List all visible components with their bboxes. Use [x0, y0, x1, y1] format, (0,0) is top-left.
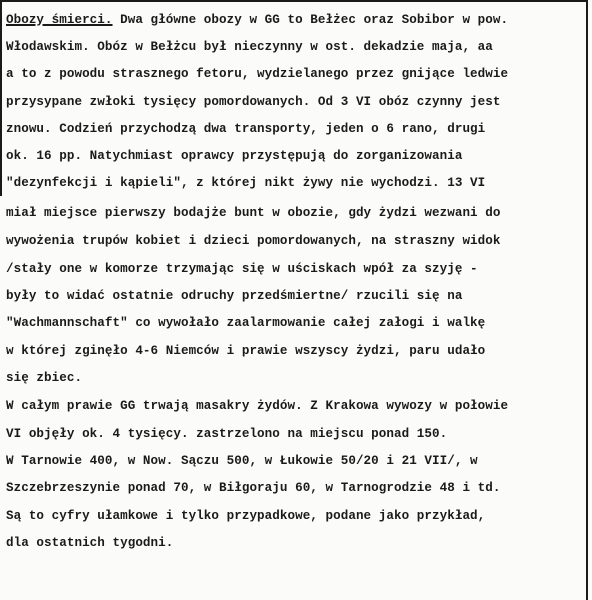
text-line-18: Szczebrzeszynie ponad 70, w Biłgoraju 60, w Tarnogrodzie 48 i td. [6, 481, 501, 495]
text-line-14: się zbiec. [6, 371, 83, 385]
text-line-5: znowu. Codzień przychodzą dwa transporty, jeden o 6 rano, drugi [6, 122, 486, 136]
text-line-9: wywożenia trupów kobiet i dzieci pomordowanych, na straszny widok [6, 234, 501, 248]
text-line-3: a to z powodu strasznego fetoru, wydzielanego przez gnijące ledwie [6, 67, 509, 81]
frame-border-right [586, 0, 588, 600]
text-line-2: Włodawskim. Obóz w Bełżcu był nieczynny w ost. dekadzie maja, aa [6, 40, 493, 54]
text-line-16: VI objęły ok. 4 tysięcy. zastrzelono na miejscu ponad 150. [6, 427, 448, 441]
text-line-13: w której zginęło 4-6 Niemców i prawie wszyscy żydzi, paru udało [6, 344, 486, 358]
text-line-10: /stały one w komorze trzymając się w uściskach wpół za szyję - [6, 262, 478, 276]
text-line-1-body: Dwa główne obozy w GG to Bełżec oraz Sobibor w pow. [120, 13, 509, 27]
text-line-17: W Tarnowie 400, w Now. Sączu 500, w Łukowie 50/20 i 21 VII/, w [6, 454, 478, 468]
text-line-1 [6, 12, 508, 28]
section-title: Obozy śmierci. [6, 13, 113, 27]
frame-border-left [0, 0, 2, 196]
text-line-12: "Wachmannschaft" co wywołało zaalarmowanie całej załogi i walkę [6, 316, 486, 330]
text-line-11: były to widać ostatnie odruchy przedśmiertne/ rzucili się na [6, 289, 463, 303]
text-line-8: miał miejsce pierwszy bodajże bunt w obozie, gdy żydzi wezwani do [6, 206, 501, 220]
text-line-4: przysypane zwłoki tysięcy pomordowanych. Od 3 VI obóz czynny jest [6, 95, 501, 109]
text-line-7: "dezynfekcji i kąpieli", z której nikt żywy nie wychodzi. 13 VI [6, 176, 486, 190]
frame-border-top [0, 0, 586, 2]
text-line-15: W całym prawie GG trwają masakry żydów. Z Krakowa wywozy w połowie [6, 399, 509, 413]
text-line-6: ok. 16 pp. Natychmiast oprawcy przystępują do zorganizowania [6, 149, 463, 163]
text-line-19: Są to cyfry ułamkowe i tylko przypadkowe, podane jako przykład, [6, 509, 486, 523]
text-line-20: dla ostatnich tygodni. [6, 536, 174, 550]
